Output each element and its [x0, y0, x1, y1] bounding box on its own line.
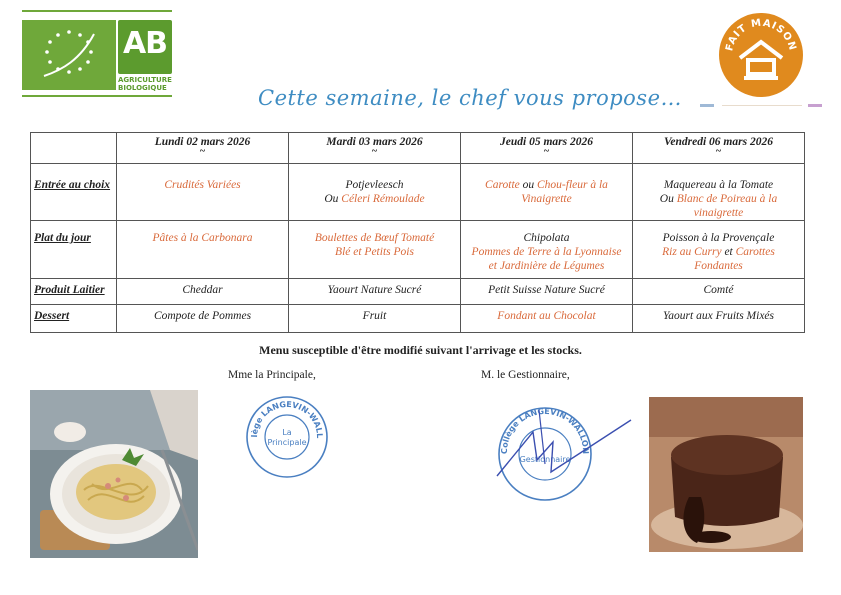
dish-text: et — [721, 246, 736, 258]
table-row — [31, 164, 805, 221]
cell-line — [120, 231, 285, 245]
cell-line — [464, 309, 629, 323]
faint-header-marks — [700, 96, 824, 102]
menu-cell — [117, 164, 289, 221]
dish-text: Cheddar — [182, 284, 223, 296]
cell-line — [292, 231, 457, 245]
menu-cell — [289, 279, 461, 305]
menu-cell — [633, 305, 805, 333]
menu-cell — [633, 221, 805, 279]
cell-line — [636, 178, 801, 192]
dish-text: Blanc de Poireau à la — [676, 193, 778, 205]
cell-line — [464, 192, 629, 206]
lava-cake-photo — [649, 397, 803, 552]
ab-label-icon — [118, 12, 172, 96]
row-label: Entrée au choix — [31, 164, 117, 221]
menu-cell — [117, 279, 289, 305]
menu-cell — [461, 305, 633, 333]
menu-cell — [461, 164, 633, 221]
menu-notice: Menu susceptible d'être modifié suivant l'arrivage et les stocks. — [259, 343, 582, 357]
dish-text: Pâtes à la Carbonara — [152, 232, 253, 244]
menu-body — [31, 164, 805, 333]
cell-line — [120, 309, 285, 323]
fait-maison-text: FAIT MAISON — [724, 17, 798, 53]
page-title: Cette semaine, le chef vous propose… — [258, 86, 683, 110]
cell-line — [292, 178, 457, 192]
fait-maison-house-icon — [718, 12, 804, 98]
dish-text: Fondant au Chocolat — [497, 310, 596, 322]
dish-text: Fondantes — [694, 260, 743, 272]
pasta-photo — [30, 390, 198, 558]
cell-line — [292, 245, 457, 259]
dish-text: et Jardinière de Légumes — [488, 260, 605, 272]
dish-text: Ou — [659, 193, 677, 205]
cell-line — [464, 231, 629, 245]
menu-cell — [117, 221, 289, 279]
menu-cell — [633, 279, 805, 305]
dish-text: Blé et Petits Pois — [335, 246, 414, 258]
table-row — [31, 305, 805, 333]
green-rule-bottom — [22, 95, 172, 97]
gestionnaire-stamp — [493, 402, 635, 502]
day-label: Jeudi 05 mars 2026 — [500, 136, 593, 148]
cell-line — [636, 231, 801, 245]
dish-text: Carottes — [735, 246, 775, 258]
cell-line — [636, 245, 801, 259]
cell-line — [120, 283, 285, 297]
dish-text: Yaourt Nature Sucré — [327, 284, 422, 296]
menu-table — [30, 132, 805, 333]
menu-cell — [117, 305, 289, 333]
row-label: Produit Laitier — [31, 279, 117, 305]
dish-text: Petit Suisse Nature Sucré — [488, 284, 605, 296]
dish-text: Potjevleesch — [345, 179, 404, 191]
cell-line — [292, 192, 457, 206]
table-header-row — [31, 133, 805, 164]
cell-line — [292, 309, 457, 323]
cell-line — [464, 283, 629, 297]
day-label: Mardi 03 mars 2026 — [326, 136, 423, 148]
dish-text: Vinaigrette — [521, 193, 572, 205]
menu-cell — [289, 305, 461, 333]
table-row — [31, 279, 805, 305]
principal-stamp-center-1: La — [282, 428, 292, 437]
menu-cell — [461, 221, 633, 279]
day-label: Lundi 02 mars 2026 — [154, 136, 251, 148]
principal-stamp-center-2: Principale — [267, 438, 307, 447]
dish-text: Boulettes de Bœuf Tomaté — [314, 232, 435, 244]
day-header-1: Mardi 03 mars 2026 ~ — [289, 133, 461, 164]
ab-caption — [118, 76, 178, 92]
svg-text:Collège LANGEVIN-WALLON — [500, 407, 590, 454]
dish-text: Riz au Curry — [662, 246, 722, 258]
cell-line — [636, 309, 801, 323]
dish-text: Compote de Pommes — [153, 310, 252, 322]
principal-stamp — [245, 395, 329, 479]
dish-text: ou — [519, 179, 538, 191]
cell-line — [464, 259, 629, 273]
dish-text: Chipolata — [523, 232, 570, 244]
dish-text: Crudités Variées — [164, 179, 241, 191]
dish-text: Chou-fleur à la — [537, 179, 608, 191]
dish-text: Ou — [324, 193, 342, 205]
dish-text: Fruit — [362, 310, 387, 322]
principal-signature-label: Mme la Principale, — [228, 369, 316, 381]
principal-stamp-ring-text: lège LANGEVIN-WALL — [249, 399, 325, 439]
ab-caption-line-2: BIOLOGIQUE — [118, 84, 167, 92]
gestionnaire-stamp-center: Gestionnaire — [519, 455, 571, 464]
menu-cell — [289, 164, 461, 221]
dish-text: vinaigrette — [693, 207, 744, 219]
day-header-0: Lundi 02 mars 2026 ~ — [117, 133, 289, 164]
day-header-2: Jeudi 05 mars 2026 ~ — [461, 133, 633, 164]
eu-organic-leaf-icon — [22, 20, 116, 90]
menu-cell — [289, 221, 461, 279]
row-label: Dessert — [31, 305, 117, 333]
cell-line — [464, 178, 629, 192]
dish-text: Comté — [703, 284, 734, 296]
ab-letters: AB — [122, 26, 168, 61]
dish-text: Poisson à la Provençale — [662, 232, 775, 244]
cell-line — [120, 178, 285, 192]
row-label: Plat du jour — [31, 221, 117, 279]
cell-line — [636, 283, 801, 297]
dish-text: Yaourt aux Fruits Mixés — [662, 310, 775, 322]
table-row — [31, 221, 805, 279]
cell-line — [464, 245, 629, 259]
menu-cell — [633, 164, 805, 221]
gestionnaire-stamp-ring-text: Collège LANGEVIN-WALLON — [499, 406, 591, 455]
cell-line — [636, 206, 801, 220]
gestionnaire-signature-label: M. le Gestionnaire, — [481, 369, 570, 381]
dish-text: Carotte — [485, 179, 520, 191]
table-corner-cell — [31, 133, 117, 164]
menu-cell — [461, 279, 633, 305]
cell-line — [292, 283, 457, 297]
day-label: Vendredi 06 mars 2026 — [664, 136, 773, 148]
cell-line — [636, 259, 801, 273]
day-header-3: Vendredi 06 mars 2026 ~ — [633, 133, 805, 164]
ab-caption-line-1: AGRICULTURE — [118, 76, 172, 84]
dish-text: Céleri Rémoulade — [341, 193, 425, 205]
cell-line — [636, 192, 801, 206]
dish-text: Pommes de Terre à la Lyonnaise — [471, 246, 622, 258]
dish-text: Maquereau à la Tomate — [663, 179, 774, 191]
